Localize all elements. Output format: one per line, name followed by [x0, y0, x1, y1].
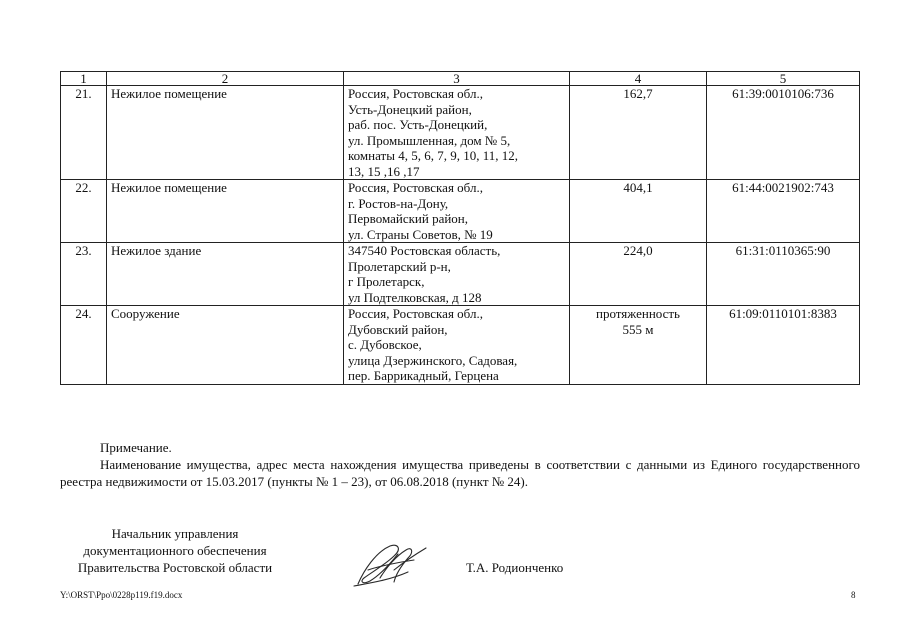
property-address: Россия, Ростовская обл., Дубовский район, с. Дубовское, улица Дзержинского, Садовая, пер. Баррикадный, Герцена	[344, 306, 570, 385]
header-cell: 3	[344, 72, 570, 86]
row-number: 23.	[61, 243, 107, 306]
header-cell: 4	[570, 72, 707, 86]
position-line: документационного обеспечения	[83, 543, 267, 558]
table-header-row	[61, 72, 860, 86]
position-line: Начальник управления	[111, 526, 239, 541]
property-address: Россия, Ростовская обл., г. Ростов-на-Дону, Первомайский район, ул. Страны Советов, № 19	[344, 180, 570, 243]
property-area: протяженность 555 м	[570, 306, 707, 385]
signatory-position	[60, 525, 290, 576]
property-area: 162,7	[570, 86, 707, 180]
cadastral-number: 61:09:0110101:8383	[707, 306, 860, 385]
file-path: Y:\ORST\Ppo\0228p119.f19.docx	[60, 590, 183, 600]
property-address: 347540 Ростовская область, Пролетарский р-н, г Пролетарск, ул Подтелковская, д 128	[344, 243, 570, 306]
header-cell: 5	[707, 72, 860, 86]
table-row	[61, 180, 860, 243]
row-number: 21.	[61, 86, 107, 180]
property-name: Нежилое помещение	[107, 180, 344, 243]
note-text: Наименование имущества, адрес места нахождения имущества приведены в соответствии с данными из Единого государственного реестра недвижимости от 15.03.2017 (пункты № 1 – 23), от 06.08.2018 (пункт № 24).	[60, 457, 860, 489]
header-cell: 2	[107, 72, 344, 86]
handwritten-signature	[350, 540, 440, 590]
table-row	[61, 306, 860, 385]
cadastral-number: 61:31:0110365:90	[707, 243, 860, 306]
table-row	[61, 243, 860, 306]
table-row	[61, 86, 860, 180]
position-line: Правительства Ростовской области	[77, 560, 273, 575]
property-name: Сооружение	[107, 306, 344, 385]
property-name: Нежилое помещение	[107, 86, 344, 180]
row-number: 22.	[61, 180, 107, 243]
header-cell: 1	[61, 72, 107, 86]
property-table	[60, 71, 860, 385]
signatory-name: Т.А. Родионченко	[466, 560, 564, 575]
cadastral-number: 61:39:0010106:736	[707, 86, 860, 180]
note-title: Примечание.	[100, 440, 172, 455]
property-area: 404,1	[570, 180, 707, 243]
property-name: Нежилое здание	[107, 243, 344, 306]
page-number: 8	[851, 590, 856, 600]
property-address: Россия, Ростовская обл., Усть-Донецкий район, раб. пос. Усть-Донецкий, ул. Промышленная, дом № 5, комнаты 4, 5, 6, 7, 9, 10, 11, 12, 13, 15 ,16 ,17	[344, 86, 570, 180]
row-number: 24.	[61, 306, 107, 385]
cadastral-number: 61:44:0021902:743	[707, 180, 860, 243]
property-area: 224,0	[570, 243, 707, 306]
